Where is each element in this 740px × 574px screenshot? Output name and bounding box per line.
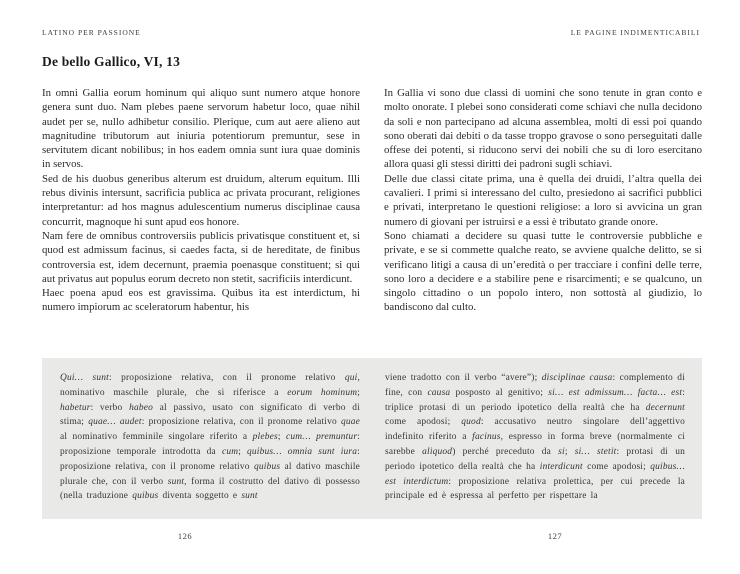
translation-paragraph: Sono chiamati a decidere su quasi tutte le controversie pubbliche e private, e se si commette qualche reato, se avviene qualche delitto, se si verificano litigi a causa di un’eredità o per tracciare i confini delle terre, sono loro a decidere e a stabilire pene e risarcimenti; e se qualcuno, un singolo cittadino o un popolo intero, non sottostà al giudizio, lo bandiscono dal culto. — [384, 229, 702, 314]
translation-paragraph: In Gallia vi sono due classi di uomini che sono tenute in gran conto e molto onorate. I plebei sono considerati come schiavi che nulla decidono da soli e non partecipano ad alcuna assemblea, molti di essi poi quando sono oberati dai debiti o da tasse troppo gravose o sono perseguitati dalle offese dei potenti, si riducono servi dei nobili che su di loro esercitano allora quasi gli stessi diritti dei padroni sugli schiavi. — [384, 87, 702, 171]
translation-text-column — [384, 86, 702, 315]
commentary-column-left: Qui… sunt: proposizione relativa, con il pronome relativo qui, nominativo maschile plurale, che si riferisce a eorum hominum; habetur: verbo habeo al passivo, usato con significato di verbo di stima; quae… audet: proposizione relativa, con il pronome relativo quae al nominativo femminile singolare riferito a plebes; cum… premuntur: proposizione temporale introdotta da cum; quibus… omnia sunt iura: proposizione relativa, con il pronome relativo quibus al dativo maschile plurale che, con il verbo sunt, forma il costrutto del dativo di possesso (nella traduzione quibus diventa soggetto e sunt — [60, 373, 361, 502]
page-number-right: 127 — [547, 531, 563, 541]
running-head-left: LATINO PER PASSIONE — [42, 28, 141, 37]
commentary-box — [42, 358, 702, 519]
page-number-left: 126 — [177, 531, 193, 541]
latin-paragraph: In omni Gallia eorum hominum qui aliquo sunt numero atque honore genera sunt duo. Nam plebes paene servorum habetur loco, quae nihil audet per se, nullo adhibetur consilio. Plerique, cum aut aere alieno aut magnitudine tributorum aut iniuria potentiorum premuntur, sese in servitutem dicant nobilibus; in hos eadem omnia sunt iura quae dominis in servos. — [42, 87, 360, 171]
translation-paragraph: Delle due classi citate prima, una è quella dei druidi, l’altra quella dei cavalieri. I primi si interessano del culto, presiedono ai sacrifici pubblici e privati, interpretano le questioni religiose: a loro si avvicina un gran numero di giovani per istruirsi e a essi è tributato grande onore. — [384, 172, 702, 228]
latin-paragraph: Haec poena apud eos est gravissima. Quibus ita est interdictum, hi numero impiorum ac sceleratorum habentur, his — [42, 287, 360, 314]
running-head-right: LE PAGINE INDIMENTICABILI — [570, 28, 700, 37]
latin-paragraph: Sed de his duobus generibus alterum est druidum, alterum equitum. Illi rebus divinis intersunt, sacrificia publica ac privata procurant, religiones interpretantur: ad hos magnus adulescentium numerus disciplinae causa concurrit, magnoque hi sunt apud eos honore. — [42, 172, 360, 228]
latin-text-column — [42, 86, 360, 315]
commentary-column-right: viene tradotto con il verbo “avere”); disciplinae causa: complemento di fine, con causa posposto al genitivo; si… est admissum… facta… est: triplice protasi di un periodo ipotetico della realtà che ha decernunt come apodosi; quod: accusativo neutro singolare dell’aggettivo indefinito riferito a facinus, espresso in forma breve (normalmente ci sarebbe aliquod) perché preceduto da si; si… stetit: protasi di un periodo ipotetico della realtà che ha interdicunt come apodosi; quibus… est interdictum: proposizione relativa prolettica, per cui precede la principale ed è espressa al perfetto per rispettare la — [385, 373, 686, 502]
latin-paragraph: Nam fere de omnibus controversiis publicis privatisque constituent et, si quod est admissum facinus, si caedes facta, si de hereditate, de finibus controversia est, idem decernunt, praemia poenasque constituent; si qui aut privatus aut populus eorum decreto non stetit, sacrificiis interdicunt. — [42, 229, 360, 285]
chapter-title: De bello Gallico, VI, 13 — [42, 54, 181, 69]
